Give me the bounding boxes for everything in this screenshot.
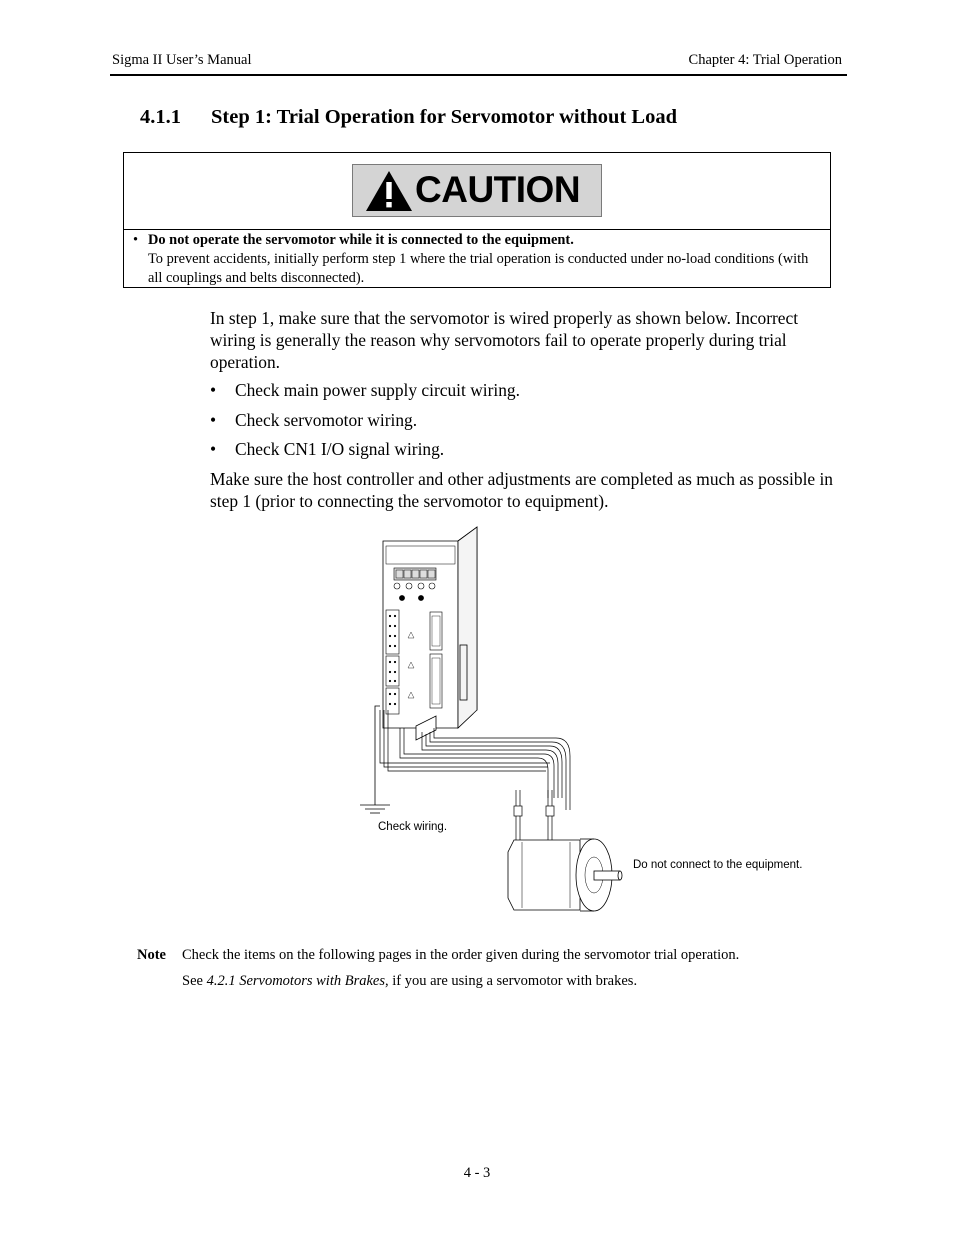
check-item-text: Check servomotor wiring. xyxy=(235,410,418,430)
note-see-suffix: , if you are using a servomotor with brakes. xyxy=(384,973,638,989)
caution-body: To prevent accidents, initially perform step 1 where the trial operation is conducted under no-load conditions (with all couplings and belts disconnected). xyxy=(148,251,809,286)
caution-sign xyxy=(352,164,602,217)
caution-bullet: • xyxy=(133,232,139,248)
warning-triangle-icon xyxy=(364,169,414,213)
section-title: Step 1: Trial Operation for Servomotor without Load xyxy=(211,106,677,128)
check-item xyxy=(210,379,520,401)
servopack-drawing xyxy=(383,527,477,740)
note-text: Check the items on the following pages in the order given during the servomotor trial operation. xyxy=(182,947,740,963)
caution-box xyxy=(123,152,831,288)
page-number: 4 - 3 xyxy=(463,1165,491,1181)
host-controller-paragraph: Make sure the host controller and other adjustments are completed as much as possible in step 1 (prior to connecting the servomotor to equipment). xyxy=(210,469,833,511)
caution-text xyxy=(133,231,825,288)
check-bullet: • xyxy=(210,380,217,400)
note-see-prefix: See xyxy=(182,973,207,989)
check-item xyxy=(210,409,417,431)
caution-header xyxy=(124,153,830,230)
header-rule xyxy=(110,74,847,76)
check-item-text: Check CN1 I/O signal wiring. xyxy=(235,439,445,459)
figure-label-check-wiring: Check wiring. xyxy=(378,821,448,833)
section-number: 4.1.1 xyxy=(140,106,181,128)
note-see-reference xyxy=(182,972,637,991)
section-heading xyxy=(140,106,677,129)
caution-bold-line: Do not operate the servomotor while it is connected to the equipment. xyxy=(148,232,574,248)
caution-word: CAUTION xyxy=(415,169,581,210)
running-header-chapter: Chapter 4: Trial Operation xyxy=(688,52,842,68)
running-header-title: Sigma II User’s Manual xyxy=(112,52,252,68)
figure-label-do-not-connect: Do not connect to the equipment. xyxy=(633,859,803,871)
intro-paragraph: In step 1, make sure that the servomotor is wired properly as shown below. Incorrect wiring is generally the reason why servomotors fail to operate properly during trial operation. xyxy=(210,308,799,372)
check-bullet: • xyxy=(210,410,217,430)
cross-reference-link[interactable]: 4.2.1 Servomotors with Brakes xyxy=(206,973,385,989)
note-label: Note xyxy=(137,947,166,963)
check-bullet: • xyxy=(210,439,217,459)
check-item xyxy=(210,438,444,460)
servomotor-drawing xyxy=(508,839,622,911)
check-item-text: Check main power supply circuit wiring. xyxy=(235,380,520,400)
